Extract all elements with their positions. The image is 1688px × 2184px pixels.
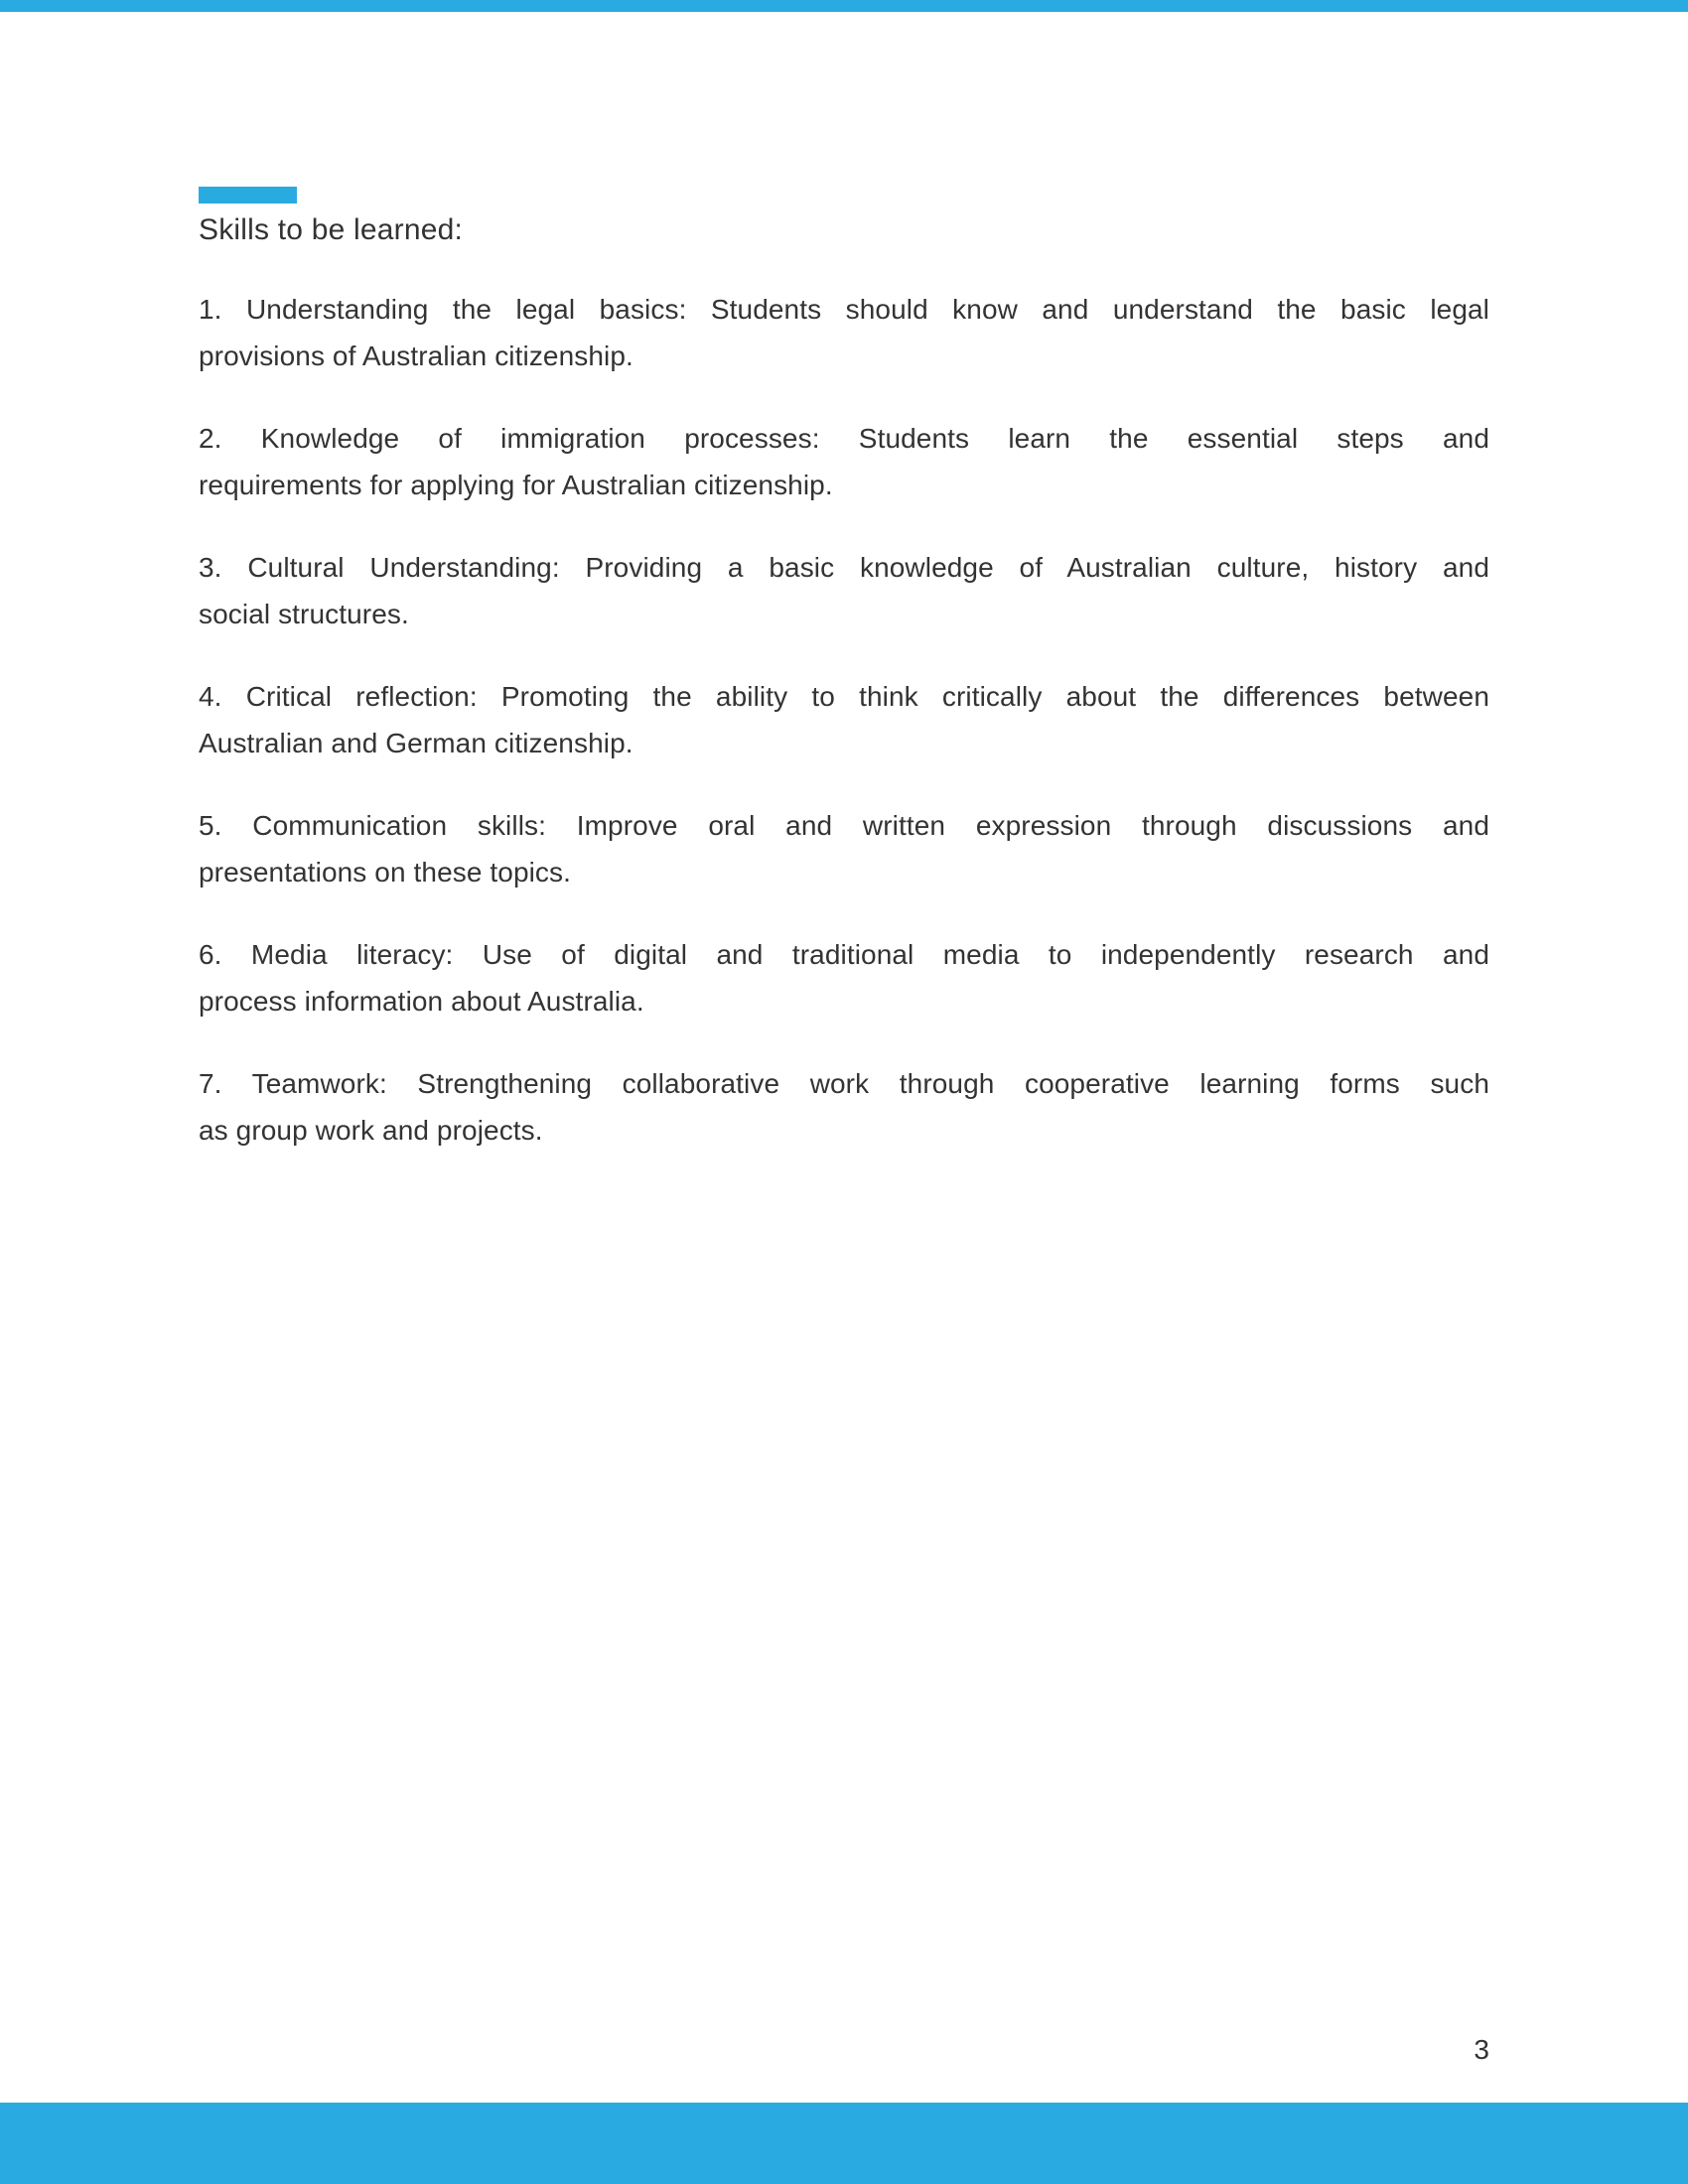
footer-accent-bar <box>0 2103 1688 2184</box>
text-line: social structures. <box>199 599 409 629</box>
text-line: 4. Critical reflection: Promoting the ability to think critically about the differences between <box>199 681 1489 712</box>
heading-accent-bar <box>199 187 297 204</box>
text-line: 5. Communication skills: Improve oral and written expression through discussions and <box>199 810 1489 841</box>
skill-item-7 <box>199 1060 1489 1154</box>
text-line: process information about Australia. <box>199 986 644 1017</box>
text-line: 6. Media literacy: Use of digital and traditional media to independently research and <box>199 939 1489 970</box>
text-line: as group work and projects. <box>199 1115 543 1146</box>
skill-item-4 <box>199 673 1489 766</box>
skill-item-3 <box>199 544 1489 637</box>
text-line: 2. Knowledge of immigration processes: Students learn the essential steps and <box>199 423 1489 454</box>
text-line: 3. Cultural Understanding: Providing a basic knowledge of Australian culture, history and <box>199 552 1489 583</box>
text-line: presentations on these topics. <box>199 857 572 887</box>
text-line: 7. Teamwork: Strengthening collaborative work through cooperative learning forms such <box>199 1068 1489 1099</box>
text-line: provisions of Australian citizenship. <box>199 341 633 371</box>
page-number: 3 <box>1474 2034 1489 2065</box>
page-content <box>199 0 1489 1154</box>
skill-item-2 <box>199 415 1489 508</box>
skill-item-6 <box>199 931 1489 1024</box>
skill-item-5 <box>199 802 1489 895</box>
text-line: requirements for applying for Australian citizenship. <box>199 470 833 500</box>
text-line: Australian and German citizenship. <box>199 728 633 758</box>
text-line: 1. Understanding the legal basics: Students should know and understand the basic legal <box>199 294 1489 325</box>
skill-item-1 <box>199 286 1489 379</box>
section-heading: Skills to be learned: <box>199 213 464 246</box>
